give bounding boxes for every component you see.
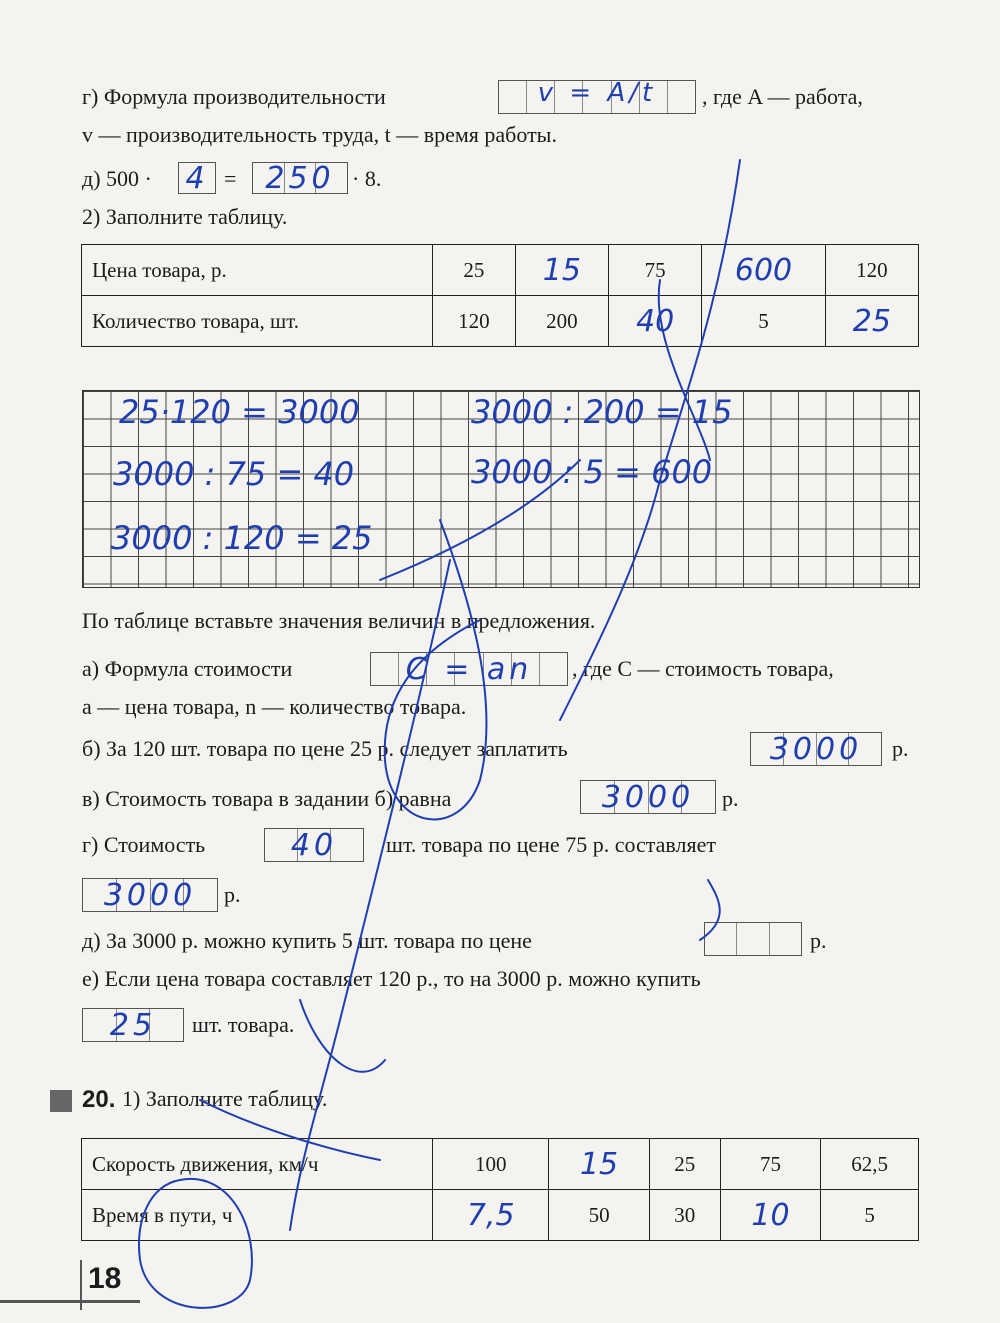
page-bottom-line (0, 1300, 140, 1303)
qa-v-answer: 3000 (601, 779, 695, 815)
calc-line-2: 3000 : 75 = 40 (113, 455, 355, 493)
table-cell-answer[interactable]: 600 (702, 245, 825, 296)
table-row (82, 1139, 919, 1190)
qa-e-box[interactable] (82, 1008, 184, 1042)
table-cell-answer[interactable]: 7,5 (433, 1190, 549, 1241)
task-square-icon (50, 1090, 72, 1112)
qa-b-box[interactable] (750, 732, 882, 766)
table-cell: 75 (609, 245, 702, 296)
calc-line-1: 25·120 = 3000 (119, 393, 360, 431)
table-cell: 25 (649, 1139, 720, 1190)
qa-g-box[interactable] (264, 828, 364, 862)
task20-title: 1) Заполните таблицу. (122, 1086, 328, 1111)
productivity-formula-box[interactable] (498, 80, 696, 114)
qa-a-legend: a — цена товара, n — количество товара. (82, 694, 467, 719)
equation-answer-2: 250 (265, 160, 335, 196)
qa-d-label: д) За 3000 р. можно купить 5 шт. товара по цене (82, 928, 532, 953)
row-header-price: Цена товара, р. (82, 245, 433, 296)
qa-v-box[interactable] (580, 780, 716, 814)
table-cell: 120 (825, 245, 918, 296)
table-cell-answer[interactable]: 40 (609, 296, 702, 347)
qa-e-answer: 25 (109, 1007, 157, 1043)
table-row (82, 1190, 919, 1241)
task20-number: 20. (82, 1086, 116, 1113)
qa-e-suffix: шт. товара. (192, 1012, 295, 1037)
productivity-formula-answer: v = A/t (537, 78, 657, 108)
table-cell: 200 (515, 296, 608, 347)
qa-a-answer: C = an (405, 651, 533, 687)
qa-b-label: б) За 120 шт. товара по цене 25 р. следует заплатить (82, 736, 568, 761)
table-row (82, 245, 919, 296)
equation-suffix: · 8. (352, 166, 382, 191)
speed-time-table (81, 1138, 919, 1241)
equation-equals: = (224, 166, 237, 191)
qa-b-answer: 3000 (769, 731, 863, 767)
table-cell: 50 (549, 1190, 649, 1241)
task2-title: 2) Заполните таблицу. (82, 204, 288, 229)
table-cell: 120 (433, 296, 516, 347)
equation-box-1[interactable] (178, 162, 216, 194)
row-header-time: Время в пути, ч (82, 1190, 433, 1241)
equation-prefix: д) 500 · (82, 166, 152, 191)
qa-g-answer-2: 3000 (103, 877, 197, 913)
row-header-speed: Скорость движения, км/ч (82, 1139, 433, 1190)
qa-g-middle: шт. товара по цене 75 р. составляет (386, 832, 716, 857)
table-cell: 5 (702, 296, 825, 347)
qa-e-label: е) Если цена товара составляет 120 р., то на 3000 р. можно купить (82, 966, 701, 991)
row-header-quantity: Количество товара, шт. (82, 296, 433, 347)
productivity-formula-legend: v — производительность труда, t — время работы. (82, 122, 557, 147)
qa-g-suffix: р. (224, 882, 241, 907)
productivity-formula-label: г) Формула производительности (82, 84, 386, 109)
page-number: 18 (88, 1262, 122, 1295)
qa-d-box[interactable] (704, 922, 802, 956)
productivity-formula-suffix: , где A — работа, (702, 84, 863, 109)
price-quantity-table (81, 244, 919, 347)
instruction-text: По таблице вставьте значения величин в предложения. (82, 608, 596, 633)
qa-a-label: а) Формула стоимости (82, 656, 293, 681)
calc-line-3: 3000 : 120 = 25 (111, 519, 373, 557)
equation-answer-1: 4 (185, 160, 209, 196)
table-cell-answer[interactable]: 25 (825, 296, 918, 347)
table-cell-answer[interactable]: 15 (515, 245, 608, 296)
qa-a-suffix: , где C — стоимость товара, (572, 656, 834, 681)
table-cell: 5 (821, 1190, 919, 1241)
qa-a-box[interactable] (370, 652, 568, 686)
qa-b-suffix: р. (892, 736, 909, 761)
calc-line-4: 3000 : 200 = 15 (471, 393, 733, 431)
table-row (82, 296, 919, 347)
table-cell: 25 (433, 245, 516, 296)
table-cell: 30 (649, 1190, 720, 1241)
qa-g-label: г) Стоимость (82, 832, 206, 857)
table-cell: 75 (720, 1139, 820, 1190)
equation-box-2[interactable] (252, 162, 348, 194)
table-cell: 100 (433, 1139, 549, 1190)
calculation-grid[interactable] (82, 390, 920, 588)
qa-v-label: в) Стоимость товара в задании б) равна (82, 786, 452, 811)
table-cell: 62,5 (821, 1139, 919, 1190)
table-cell-answer[interactable]: 15 (549, 1139, 649, 1190)
qa-d-suffix: р. (810, 928, 827, 953)
qa-g-box-2[interactable] (82, 878, 218, 912)
calc-line-5: 3000 : 5 = 600 (471, 453, 713, 491)
qa-g-answer: 40 (290, 827, 338, 863)
qa-v-suffix: р. (722, 786, 739, 811)
table-cell-answer[interactable]: 10 (720, 1190, 820, 1241)
scribble-stroke (300, 1000, 385, 1072)
